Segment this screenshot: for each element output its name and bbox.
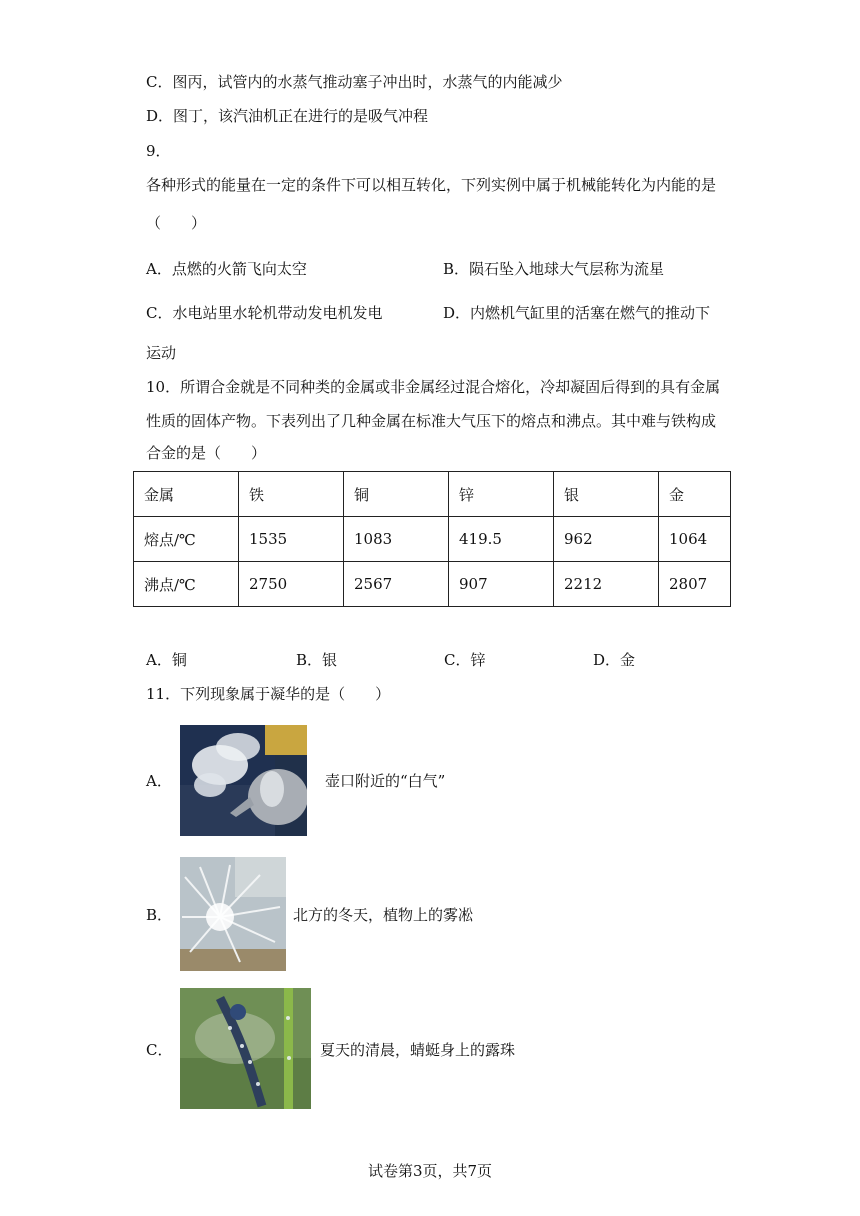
q9-answer-paren: （ ）	[146, 214, 207, 232]
q10-stem-line1: 10．所谓合金就是不同种类的金属或非金属经过混合熔化，冷却凝固后得到的具有金属	[146, 378, 721, 396]
q9-option-a: A．点燃的火箭飞向太空	[146, 260, 307, 278]
q11-option-b-label: B．	[146, 906, 173, 924]
table-cell: 锌	[449, 472, 554, 517]
table-cell: 熔点/℃	[134, 517, 239, 562]
table-cell: 1535	[239, 517, 344, 562]
table-cell: 金	[659, 472, 731, 517]
q9-stem: 各种形式的能量在一定的条件下可以相互转化，下列实例中属于机械能转化为内能的是	[146, 176, 717, 194]
table-row-melting	[134, 517, 731, 562]
table-cell: 907	[449, 562, 554, 607]
q9-option-d: D．内燃机气缸里的活塞在燃气的推动下	[443, 304, 711, 322]
q10-option-b: B．银	[296, 651, 338, 669]
q10-option-a: A．铜	[146, 651, 187, 669]
q11-option-a-label: A．	[146, 772, 172, 790]
table-cell: 铁	[239, 472, 344, 517]
table-cell: 银	[554, 472, 659, 517]
q9-number: 9．	[146, 142, 171, 160]
table-cell: 2750	[239, 562, 344, 607]
dragonfly-dew-photo	[180, 988, 311, 1109]
q10-stem-line2: 性质的固体产物。下表列出了几种金属在标准大气压下的熔点和沸点。其中难与铁构成	[146, 412, 717, 430]
page-footer: 试卷第3页，共7页	[367, 1162, 493, 1180]
q11-option-c-label: C．	[146, 1041, 173, 1059]
q8-option-d: D．图丁，该汽油机正在进行的是吸气冲程	[146, 107, 429, 125]
table-cell: 962	[554, 517, 659, 562]
q9-option-b: B．陨石坠入地球大气层称为流星	[443, 260, 665, 278]
table-cell: 沸点/℃	[134, 562, 239, 607]
q11-stem: 11．下列现象属于凝华的是（ ）	[146, 685, 391, 703]
metals-table	[133, 471, 731, 607]
q11-option-c-text: 夏天的清晨，蜻蜓身上的露珠	[320, 1041, 516, 1059]
q10-option-c: C．锌	[444, 651, 486, 669]
table-cell: 1064	[659, 517, 731, 562]
kettle-steam-photo	[180, 725, 307, 836]
q10-stem-line3: 合金的是（ ）	[146, 444, 267, 462]
q11-option-b-text: 北方的冬天，植物上的雾凇	[293, 906, 474, 924]
frost-rime-photo	[180, 857, 286, 971]
table-cell: 2212	[554, 562, 659, 607]
table-header-row	[134, 472, 731, 517]
q9-option-d-continued: 运动	[146, 344, 177, 362]
table-cell: 铜	[344, 472, 449, 517]
q8-option-c: C．图丙，试管内的水蒸气推动塞子冲出时，水蒸气的内能减少	[146, 73, 563, 91]
q11-option-a-text: 壶口附近的“白气”	[325, 772, 446, 790]
table-row-boiling	[134, 562, 731, 607]
q9-option-c: C．水电站里水轮机带动发电机发电	[146, 304, 383, 322]
table-cell: 2807	[659, 562, 731, 607]
q10-option-d: D．金	[593, 651, 636, 669]
table-cell: 419.5	[449, 517, 554, 562]
table-cell: 1083	[344, 517, 449, 562]
table-cell: 2567	[344, 562, 449, 607]
table-cell: 金属	[134, 472, 239, 517]
